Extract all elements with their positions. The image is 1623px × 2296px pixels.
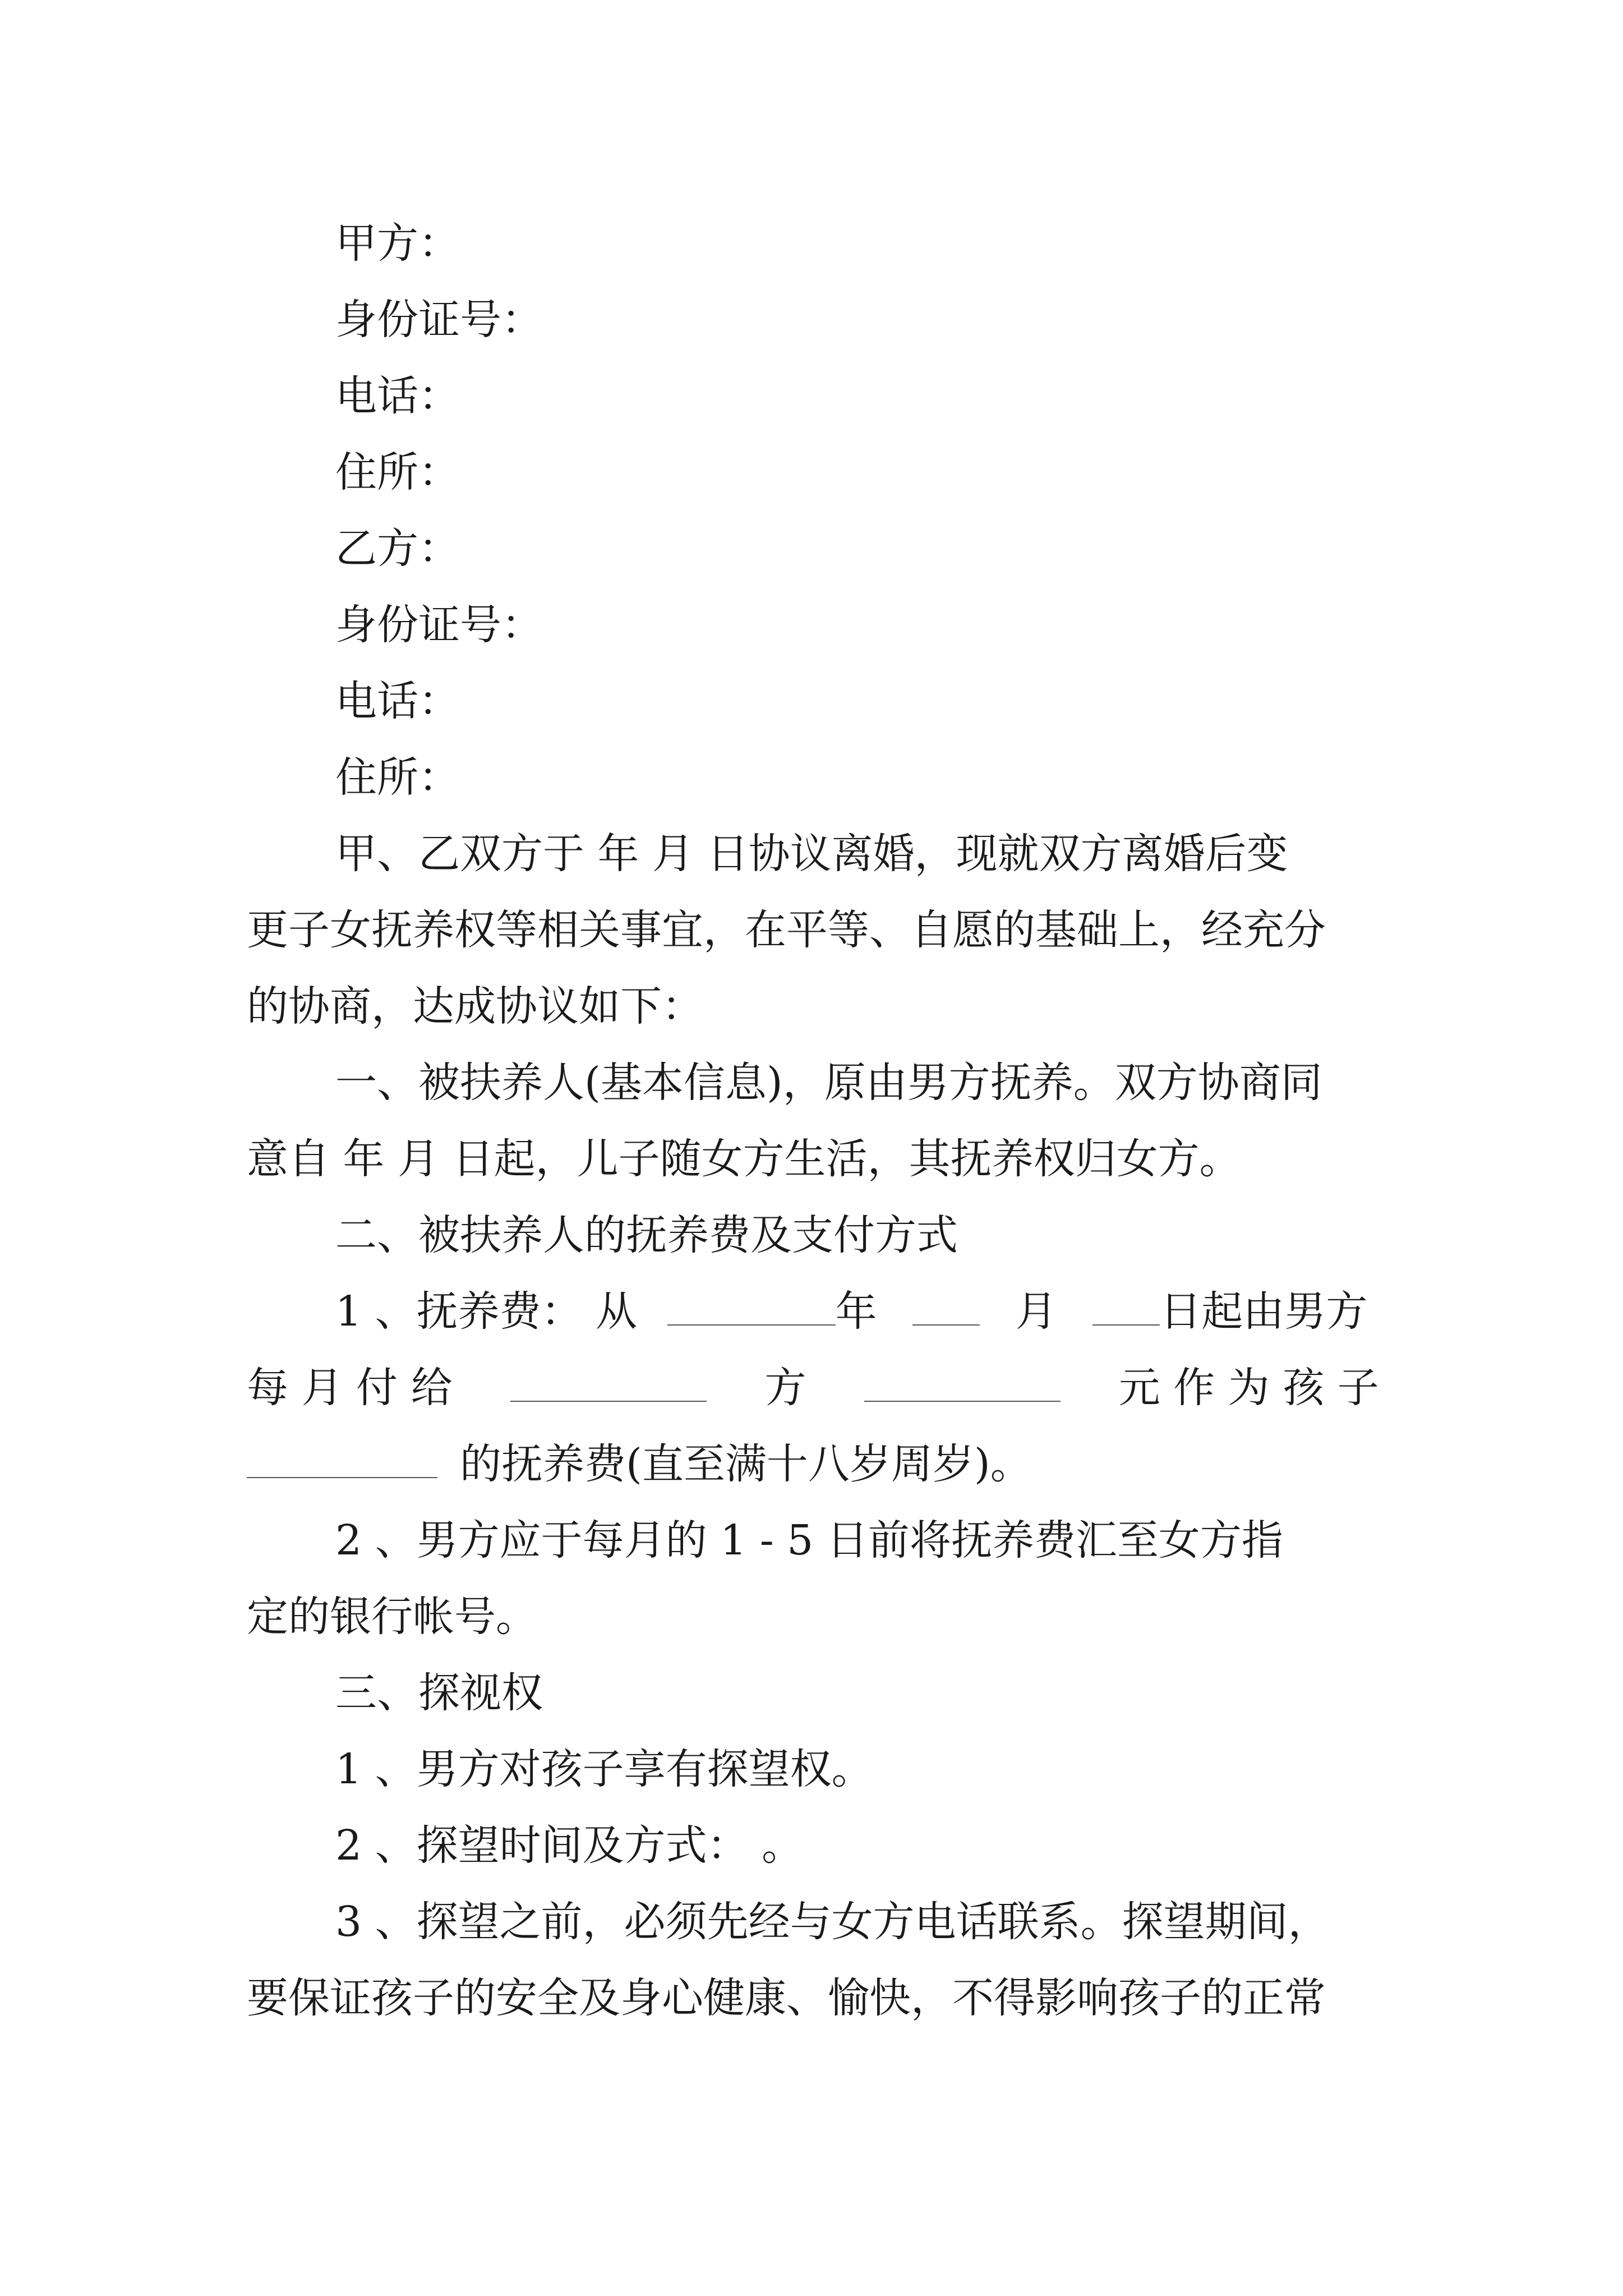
section2-item1-line-1 — [335, 1287, 1368, 1336]
fee-pay-to-text: 每 月 付 给 — [247, 1364, 453, 1412]
fee-start-month-blank — [912, 1291, 980, 1326]
fee-child-name-blank — [247, 1443, 437, 1478]
party-b-name-label: 乙方： — [335, 524, 460, 573]
fee-amount-blank — [864, 1367, 1061, 1402]
section3-heading: 三、探视权 — [335, 1669, 543, 1717]
preamble-line-3: 的协商，达成协议如下： — [247, 982, 703, 1030]
section1-line-1: 一、被扶养人(基本信息)，原由男方抚养。双方协商同 — [335, 1059, 1322, 1107]
fee-until-adult-text: 的抚养费(直至满十八岁周岁)。 — [460, 1440, 1032, 1488]
preamble-line-2: 更子女抚养权等相关事宜，在平等、自愿的基础上，经充分 — [247, 906, 1326, 954]
section2-item2-line-1: 2 、男方应于每月的 1 - 5 日前将抚养费汇至女方指 — [335, 1516, 1283, 1565]
party-a-phone-label: 电话： — [335, 372, 460, 420]
fee-payee-blank — [510, 1367, 707, 1402]
fee-month-label: 月 — [1015, 1287, 1057, 1336]
fee-start-day-blank — [1092, 1291, 1160, 1326]
section3-item2: 2 、探望时间及方式： 。 — [335, 1821, 804, 1870]
preamble-line-1: 甲、乙双方于 年 月 日协议离婚，现就双方离婚后变 — [335, 830, 1288, 878]
section2-item1-line-2 — [247, 1364, 1379, 1412]
party-a-name-label: 甲方： — [335, 219, 460, 268]
section3-item3-line-1: 3 、探望之前，必须先经与女方电话联系。探望期间， — [335, 1898, 1330, 1946]
party-a-address-label: 住所： — [335, 448, 460, 496]
party-b-id-label: 身份证号： — [335, 601, 543, 649]
fee-prefix: 1 、抚养费： 从 — [335, 1287, 638, 1336]
party-a-id-label: 身份证号： — [335, 296, 543, 344]
fee-start-year-blank — [667, 1291, 836, 1326]
section2-heading: 二、被扶养人的抚养费及支付方式 — [335, 1211, 958, 1259]
fee-suffix: 日起由男方 — [1160, 1287, 1368, 1336]
fee-as-child-text: 元 作 为 孩 子 — [1118, 1364, 1379, 1412]
fee-year-label: 年 — [835, 1287, 877, 1336]
party-b-phone-label: 电话： — [335, 677, 460, 725]
section1-line-2: 意自 年 月 日起，儿子随女方生活，其抚养权归女方。 — [247, 1135, 1241, 1183]
fee-party-text: 方 — [764, 1364, 806, 1412]
section3-item3-line-2: 要保证孩子的安全及身心健康、愉快，不得影响孩子的正常 — [247, 1974, 1326, 2022]
party-b-address-label: 住所： — [335, 753, 460, 802]
section3-item1: 1 、男方对孩子享有探望权。 — [335, 1745, 873, 1793]
section2-item1-line-3 — [247, 1440, 1032, 1488]
section2-item2-line-2: 定的银行帐号。 — [247, 1593, 537, 1641]
